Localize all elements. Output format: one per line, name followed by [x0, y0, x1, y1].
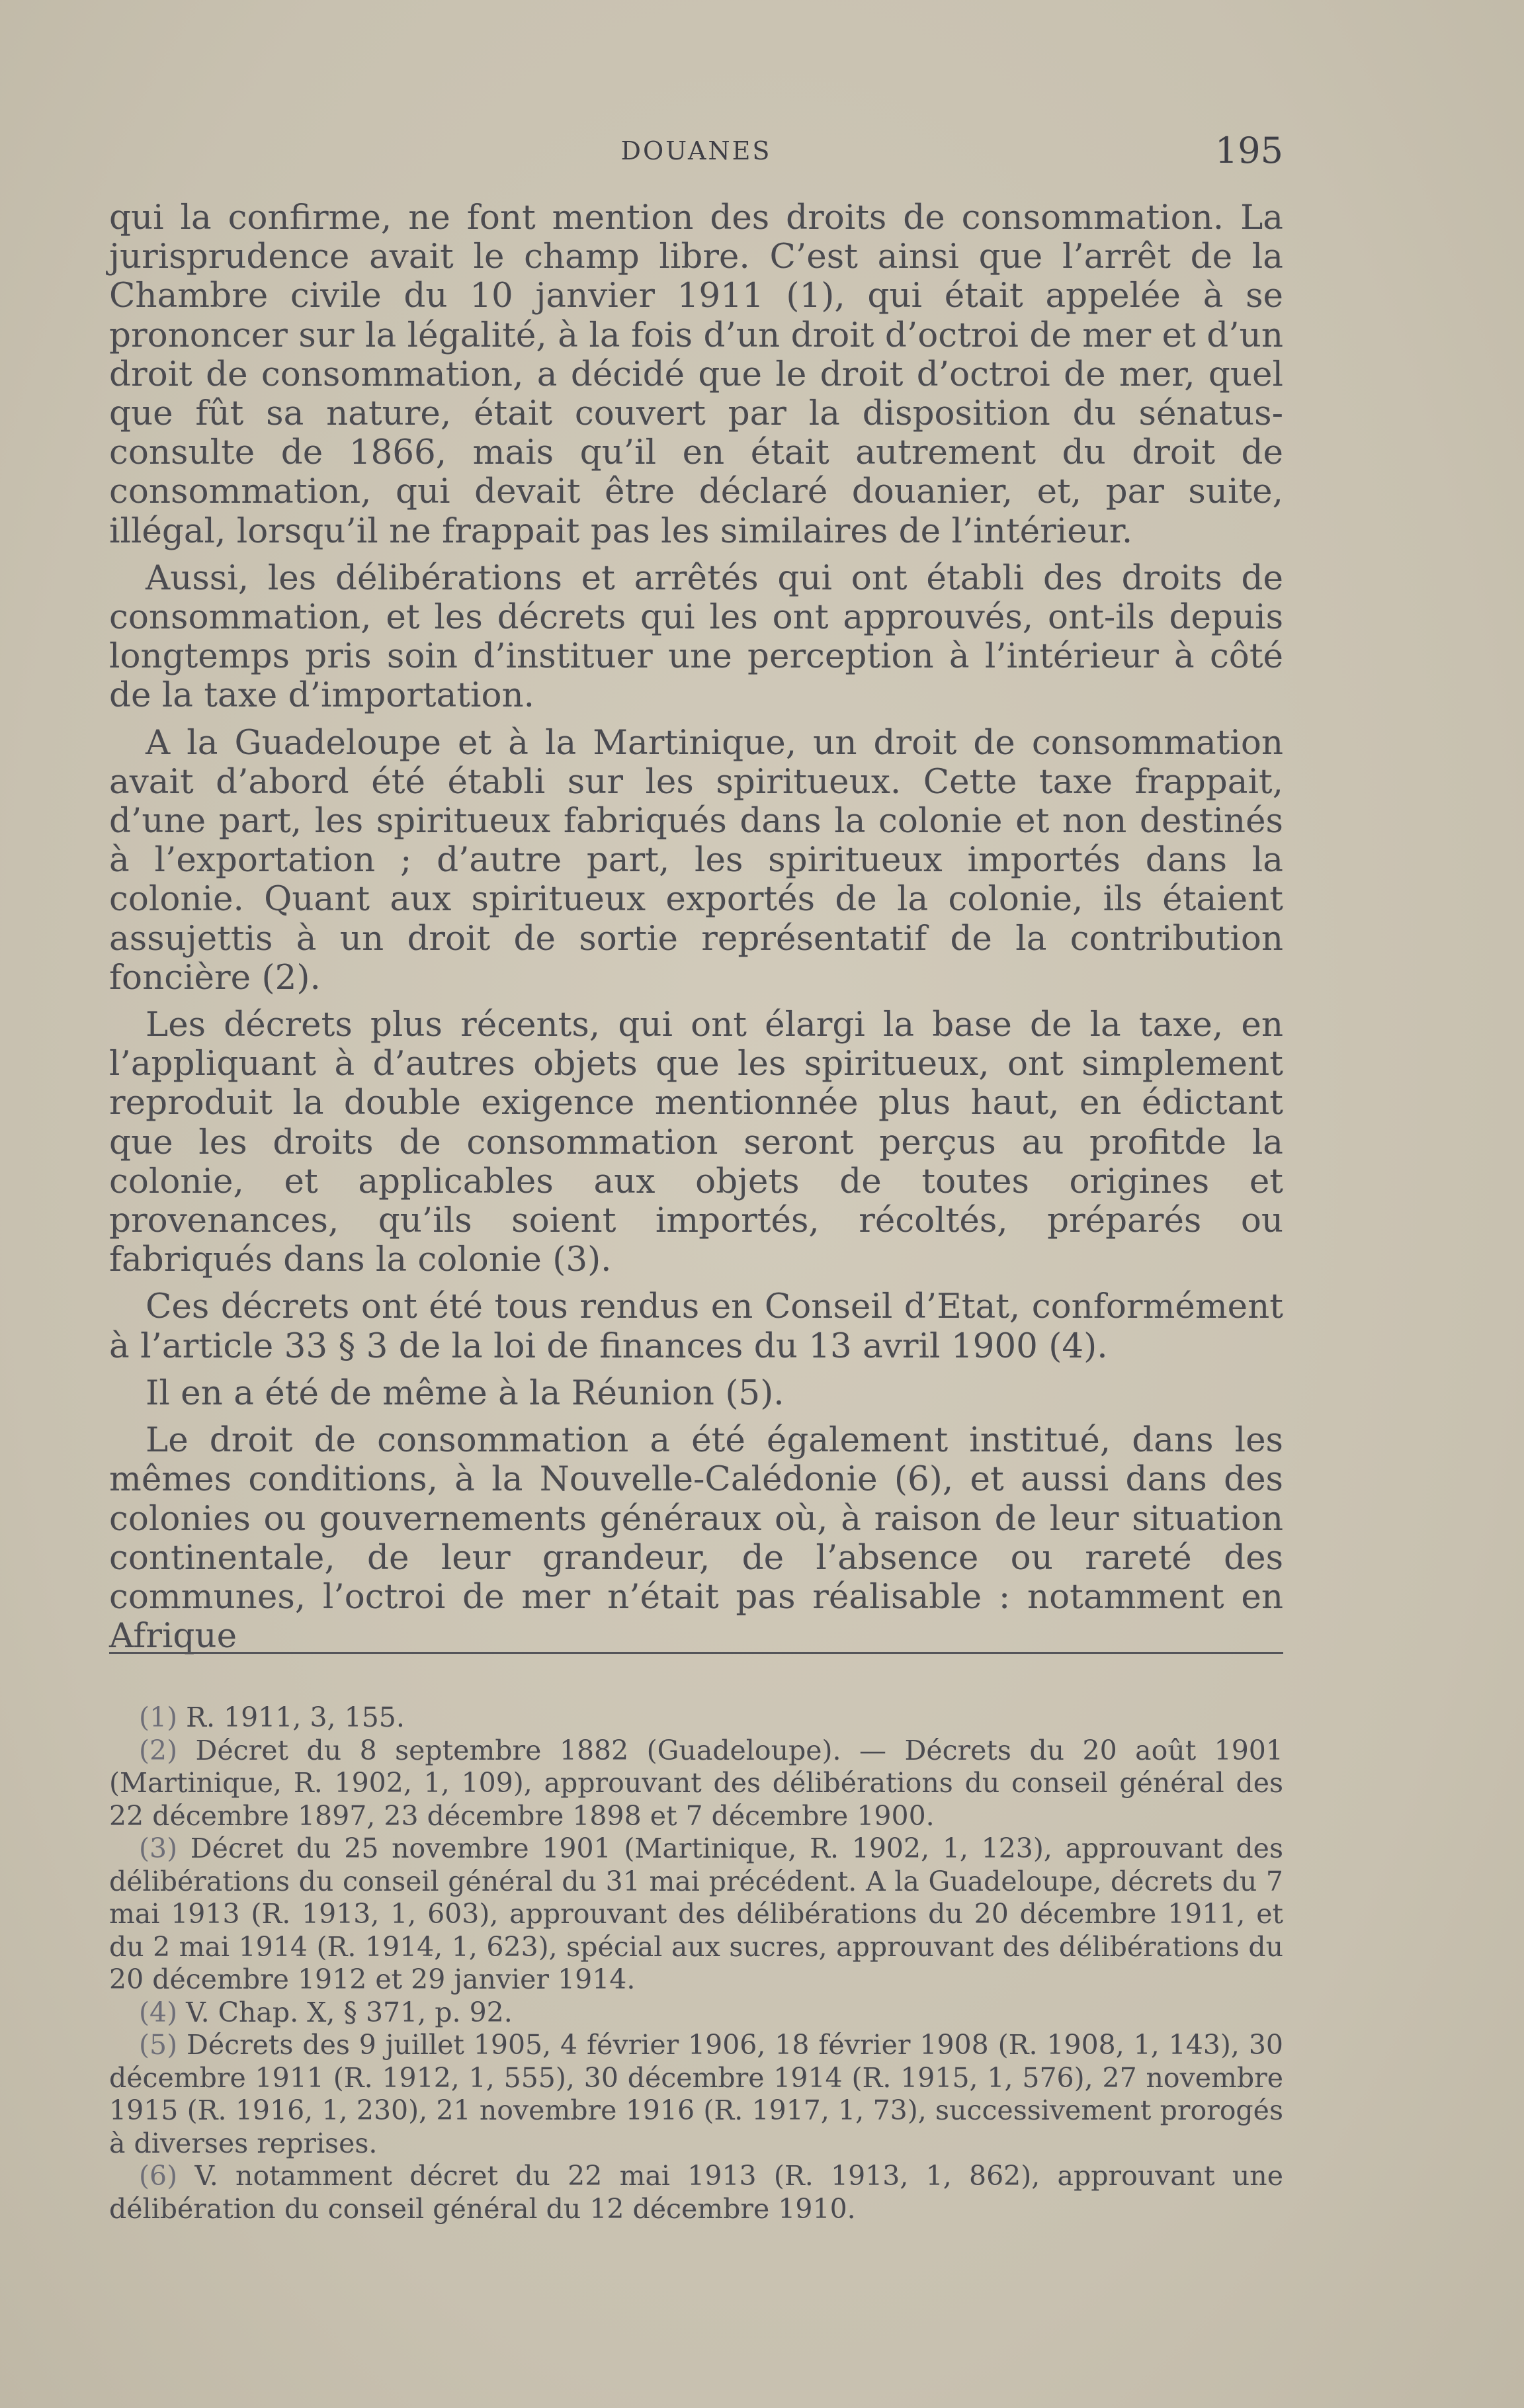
footnote-mark: (5)	[139, 2029, 178, 2061]
footnotes	[109, 1701, 1283, 2225]
footnote-1	[109, 1701, 1283, 1735]
paragraph-5: Ces décrets ont été tous rendus en Conseil d’Etat, conformément à l’article 33 § 3 de la loi de finances du 13 avril 1900 (4).	[109, 1287, 1283, 1366]
footnote-3	[109, 1832, 1283, 1997]
footnote-text: Décret du 8 septembre 1882 (Guadeloupe). — Décrets du 20 août 1901 (Martinique, R. 1902, 1, 109), approuvant des délibérations du conseil général des 22 décembre 1897, 23 décembre 1898 et 7 décembre 1900.	[109, 1734, 1283, 1832]
paragraph-4: Les décrets plus récents, qui ont élargi la base de la taxe, en l’appliquant à d’autres objets que les spiritueux, ont simplement reproduit la double exigence mentionnée plus haut, en édictant que les droits de consommation seront perçus au profitde la colonie, et applicables aux objets de toutes origines et provenances, qu’ils soient importés, récoltés, préparés ou fabriqués dans la colonie (3).	[109, 1005, 1283, 1280]
footnote-separator-rule	[109, 1652, 1283, 1654]
footnote-text: Décrets des 9 juillet 1905, 4 février 1906, 18 février 1908 (R. 1908, 1, 143), 30 décembre 1911 (R. 1912, 1, 555), 30 décembre 1914 (R. 1915, 1, 576), 27 novembre 1915 (R. 1916, 1, 230), 21 novembre 1916 (R. 1917, 1, 73), successivement prorogés à diverses reprises.	[109, 2029, 1283, 2159]
paragraph-6: Il en a été de même à la Réunion (5).	[146, 1373, 784, 1413]
paragraph-7: Le droit de consommation a été également institué, dans les mêmes conditions, à la Nouvelle-Calédonie (6), et aussi dans des colonies ou gouvernements généraux où, à raison de leur situation continentale, de leur grandeur, de l’absence ou rareté des communes, l’octroi de mer n’était pas réalisable : notamment en Afrique	[109, 1420, 1283, 1656]
footnote-mark: (1)	[139, 1701, 178, 1733]
footnote-text: R. 1911, 3, 155.	[186, 1701, 405, 1733]
footnote-mark: (6)	[139, 2160, 178, 2192]
paragraph-2: Aussi, les délibérations et arrêtés qui ont établi des droits de consommation, et les décrets qui les ont approuvés, ont-ils depuis longtemps pris soin d’instituer une perception à l’intérieur à côté de la taxe d’importation.	[109, 558, 1283, 716]
footnote-text: V. Chap. X, § 371, p. 92.	[186, 1996, 513, 2028]
paragraph-1: qui la confirme, ne font mention des droits de consommation. La jurisprudence avait le champ libre. C’est ainsi que l’arrêt de la Chambre civile du 10 janvier 1911 (1), qui était appelée à se prononcer sur la légalité, à la fois d’un droit d’octroi de mer et d’un droit de consommation, a décidé que le droit d’octroi de mer, quel que fût sa nature, était couvert par la disposition du sénatus-consulte de 1866, mais qu’il en était autrement du droit de consommation, qui devait être déclaré douanier, et, par suite, illégal, lorsqu’il ne frappait pas les similaires de l’intérieur.	[109, 198, 1283, 551]
page-number: 195	[1214, 130, 1283, 171]
footnote-2	[109, 1735, 1283, 1833]
body-text	[109, 198, 1283, 1664]
footnote-6	[109, 2160, 1283, 2225]
footnote-4	[109, 1997, 1283, 2030]
running-head: DOUANES	[620, 136, 772, 165]
footnote-mark: (2)	[139, 1734, 178, 1766]
footnote-text: V. notamment décret du 22 mai 1913 (R. 1913, 1, 862), approuvant une délibération du conseil général du 12 décembre 1910.	[109, 2160, 1283, 2225]
page-header	[109, 130, 1283, 176]
footnote-text: Décret du 25 novembre 1901 (Martinique, R. 1902, 1, 123), approuvant des délibérations du conseil général du 31 mai précédent. A la Guadeloupe, décrets du 7 mai 1913 (R. 1913, 1, 603), approuvant des délibérations du 20 décembre 1911, et du 2 mai 1914 (R. 1914, 1, 623), spécial aux sucres, approuvant des délibérations du 20 décembre 1912 et 29 janvier 1914.	[109, 1832, 1283, 1995]
footnote-mark: (4)	[139, 1996, 178, 2028]
footnote-5	[109, 2029, 1283, 2160]
footnote-mark: (3)	[139, 1832, 178, 1864]
paragraph-3: A la Guadeloupe et à la Martinique, un droit de consommation avait d’abord été établi sur les spiritueux. Cette taxe frappait, d’une part, les spiritueux fabriqués dans la colonie et non destinés à l’exportation ; d’autre part, les spiritueux importés dans la colonie. Quant aux spiritueux exportés de la colonie, ils étaient assujettis à un droit de sortie représentatif de la contribution foncière (2).	[109, 722, 1283, 998]
